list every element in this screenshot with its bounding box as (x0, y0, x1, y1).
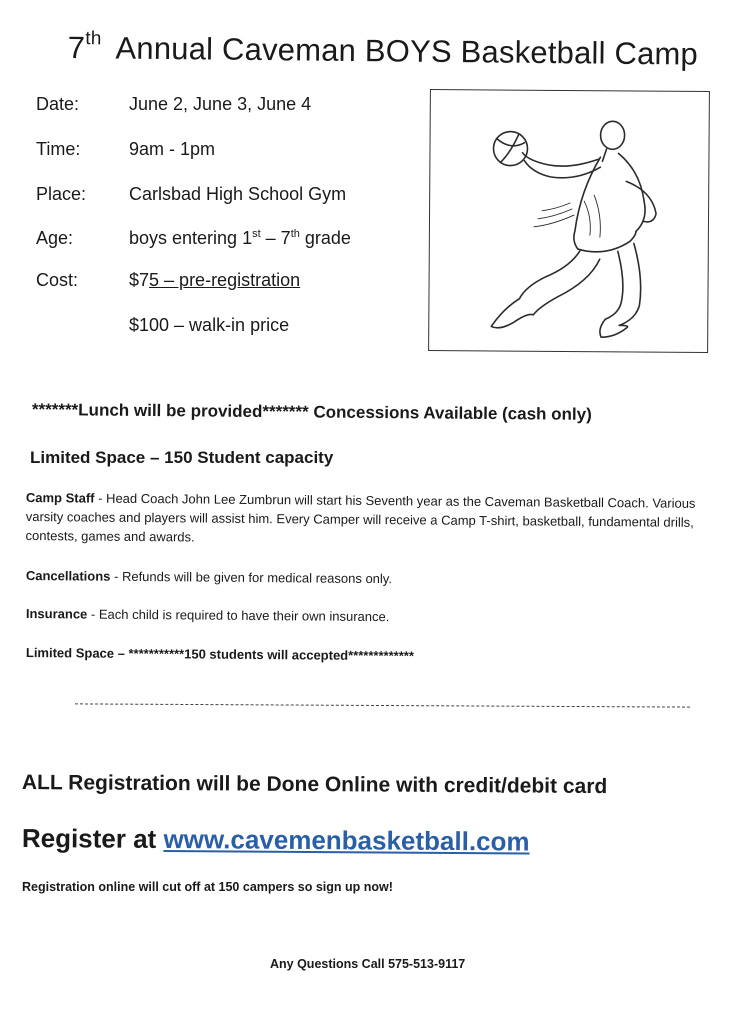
questions-contact-line: Any Questions Call 575-513-9117 (270, 957, 466, 971)
registration-cutoff-note: Registration online will cut off at 150 campers so sign up now! (22, 880, 393, 894)
cost-walk-in-row (129, 315, 289, 336)
limited-space-text: ***********150 students will accepted************* (128, 645, 414, 664)
cut-line-divider (75, 703, 690, 707)
title-text: Annual Caveman BOYS Basketball Camp (115, 30, 699, 72)
page-title (68, 28, 748, 73)
cost-row (36, 270, 300, 291)
time-label: Time: (36, 139, 81, 159)
age-sup-second: th (290, 228, 300, 240)
age-value (129, 228, 351, 248)
player-sketch-icon (429, 90, 709, 352)
cost-label: Cost: (36, 270, 79, 290)
date-label: Date: (36, 94, 80, 114)
register-at-line (22, 823, 530, 858)
title-edition-suffix: th (85, 28, 102, 50)
age-label: Age: (36, 228, 74, 248)
register-at-label: Register at (21, 823, 164, 854)
place-row (36, 184, 346, 205)
date-value: June 2, June 3, June 4 (129, 94, 312, 114)
age-suffix: grade (299, 228, 351, 248)
age-sup-first: st (252, 228, 261, 240)
age-middle: – 7 (260, 228, 291, 248)
place-value: Carlsbad High School Gym (129, 184, 347, 204)
insurance-text: - Each child is required to have their own insurance. (87, 606, 390, 625)
camp-staff-text: - Head Coach John Lee Zumbrun will start his Seventh year as the Caveman Basketball Coach. Various varsity coaches and players will assist him. Every Camper will receive a Camp T-shirt, basketball, fundamental drills, contests, games and awards. (25, 490, 696, 545)
insurance-paragraph (26, 604, 716, 629)
registration-website-link[interactable]: www.cavemenbasketball.com (163, 823, 530, 857)
title-edition-number: 7 (67, 29, 86, 66)
age-row (36, 228, 351, 249)
insurance-label: Insurance (25, 605, 88, 622)
limited-space-heading: Limited Space – 150 Student capacity (30, 448, 334, 467)
lunch-concessions-line: *******Lunch will be provided******* Concessions Available (cash only) (31, 400, 592, 424)
cancellations-label: Cancellations (25, 567, 111, 584)
limited-space-label: Limited Space – (25, 644, 129, 661)
basketball-player-illustration (428, 89, 710, 353)
camp-staff-label: Camp Staff (25, 489, 95, 506)
cost-pre-registration: 5 – pre-registration (149, 270, 301, 290)
date-row (36, 94, 311, 115)
cost-pre-prefix: $7 (129, 270, 150, 290)
cancellations-paragraph (26, 566, 716, 591)
time-value: 9am - 1pm (129, 139, 216, 159)
age-prefix: boys entering 1 (129, 228, 253, 248)
limited-space-paragraph (26, 643, 716, 668)
place-label: Place: (36, 184, 87, 204)
online-registration-heading: ALL Registration will be Done Online with credit/debit card (21, 771, 608, 799)
camp-staff-paragraph (26, 488, 716, 551)
cancellations-text: - Refunds will be given for medical reasons only. (110, 568, 393, 587)
time-row (36, 139, 215, 160)
cost-walk-in: $100 – walk-in price (129, 315, 290, 335)
